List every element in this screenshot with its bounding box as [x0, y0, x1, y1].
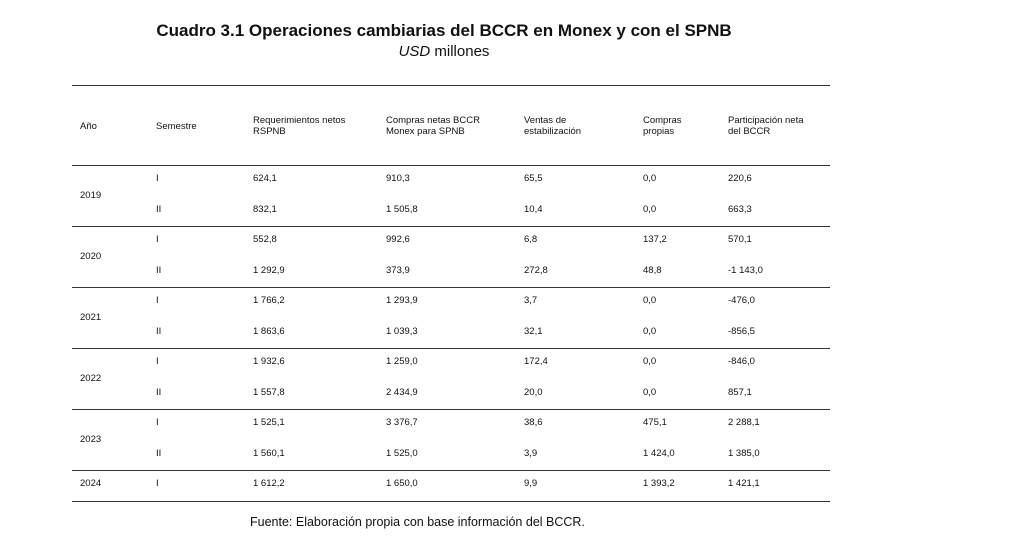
cell-semester: I — [156, 356, 159, 367]
cell-semester: I — [156, 417, 159, 428]
cell-net-participation: 2 288,1 — [728, 417, 760, 428]
header-net-purchases-line1: Compras netas BCCR — [386, 115, 480, 126]
cell-stabilization-sales: 3,9 — [524, 447, 538, 459]
cell-net-participation: -476,0 — [728, 295, 755, 306]
cell-stabilization-sales: 32,1 — [524, 325, 543, 337]
cell-year: 2023 — [80, 434, 102, 445]
cell-own-purchases: 0,0 — [643, 386, 657, 398]
cell-requirements: 552,8 — [253, 234, 277, 245]
header-net-participation-line2: del BCCR — [728, 126, 771, 137]
cell-net-participation: 220,6 — [728, 173, 752, 184]
cell-own-purchases: 0,0 — [643, 295, 657, 306]
header-semester: Semestre — [156, 121, 197, 132]
header-bottom-rule — [72, 165, 830, 166]
header-net-participation — [728, 115, 827, 137]
cell-requirements: 1 863,6 — [253, 325, 285, 337]
cell-stabilization-sales: 9,9 — [524, 478, 538, 489]
cell-requirements: 1 932,6 — [253, 356, 285, 367]
cell-year: 2021 — [80, 312, 102, 323]
cell-stabilization-sales: 65,5 — [524, 173, 543, 184]
cell-stabilization-sales: 38,6 — [524, 417, 543, 428]
cell-year: 2020 — [80, 251, 102, 262]
cell-semester: I — [156, 478, 159, 489]
cell-net-participation: 857,1 — [728, 386, 752, 398]
cell-semester: II — [156, 203, 162, 215]
cell-semester: II — [156, 264, 162, 276]
cell-net-purchases: 1 650,0 — [386, 478, 418, 489]
cell-requirements: 1 560,1 — [253, 447, 285, 459]
cell-own-purchases: 137,2 — [643, 234, 667, 245]
cell-stabilization-sales: 3,7 — [524, 295, 538, 306]
header-net-purchases-line2: Monex para SPNB — [386, 126, 465, 137]
header-own-purchases-line1: Compras — [643, 115, 682, 126]
header-stabilization-sales-line2: estabilización — [524, 126, 582, 137]
cell-net-purchases: 3 376,7 — [386, 417, 418, 428]
subtitle-unit: USD — [398, 43, 431, 60]
cell-requirements: 1 612,2 — [253, 478, 285, 489]
header-own-purchases-line2: propias — [643, 126, 675, 137]
cell-net-participation: -846,0 — [728, 356, 755, 367]
cell-own-purchases: 0,0 — [643, 203, 657, 215]
cell-semester: I — [156, 173, 159, 184]
cell-own-purchases: 475,1 — [643, 417, 667, 428]
cell-year: 2024 — [80, 478, 102, 489]
group-separator-rule — [72, 409, 830, 410]
cell-net-purchases: 1 259,0 — [386, 356, 418, 367]
cell-requirements: 832,1 — [253, 203, 277, 215]
cell-net-participation: 1 421,1 — [728, 478, 760, 489]
cell-net-purchases: 1 525,0 — [386, 447, 418, 459]
cell-stabilization-sales: 272,8 — [524, 264, 548, 276]
cell-net-participation: -856,5 — [728, 325, 755, 337]
cell-semester: II — [156, 386, 162, 398]
cell-net-participation: 663,3 — [728, 203, 752, 215]
table-subtitle — [0, 42, 888, 62]
cell-net-purchases: 910,3 — [386, 173, 410, 184]
cell-requirements: 1 766,2 — [253, 295, 285, 306]
cell-year: 2022 — [80, 373, 102, 384]
group-separator-rule — [72, 501, 830, 502]
cell-stabilization-sales: 6,8 — [524, 234, 538, 245]
header-net-participation-line1: Participación neta — [728, 115, 804, 126]
header-own-purchases — [643, 115, 703, 137]
cell-semester: I — [156, 295, 159, 306]
table-footnote: Fuente: Elaboración propia con base información del BCCR. — [250, 515, 585, 529]
subtitle-scale: millones — [430, 43, 490, 60]
cell-semester: II — [156, 325, 162, 337]
cell-net-purchases: 373,9 — [386, 264, 410, 276]
cell-requirements: 1 292,9 — [253, 264, 285, 276]
cell-requirements: 1 557,8 — [253, 386, 285, 398]
cell-net-purchases: 1 293,9 — [386, 295, 418, 306]
cell-stabilization-sales: 172,4 — [524, 356, 548, 367]
header-stabilization-sales — [524, 115, 633, 137]
cell-net-purchases: 992,6 — [386, 234, 410, 245]
header-requirements-line2: RSPNB — [253, 126, 286, 137]
cell-own-purchases: 1 393,2 — [643, 478, 675, 489]
cell-net-purchases: 2 434,9 — [386, 386, 418, 398]
cell-requirements: 1 525,1 — [253, 417, 285, 428]
group-separator-rule — [72, 226, 830, 227]
cell-semester: I — [156, 234, 159, 245]
cell-own-purchases: 48,8 — [643, 264, 662, 276]
cell-own-purchases: 0,0 — [643, 173, 657, 184]
header-requirements — [253, 115, 380, 137]
group-separator-rule — [72, 470, 830, 471]
cell-net-participation: 570,1 — [728, 234, 752, 245]
group-separator-rule — [72, 287, 830, 288]
header-year: Año — [80, 121, 97, 132]
cell-net-purchases: 1 505,8 — [386, 203, 418, 215]
cell-net-participation: 1 385,0 — [728, 447, 760, 459]
header-stabilization-sales-line1: Ventas de — [524, 115, 567, 126]
table-title: Cuadro 3.1 Operaciones cambiarias del BCCR en Monex y con el SPNB — [156, 21, 732, 40]
cell-requirements: 624,1 — [253, 173, 277, 184]
cell-stabilization-sales: 10,4 — [524, 203, 543, 215]
cell-own-purchases: 0,0 — [643, 325, 657, 337]
cell-year: 2019 — [80, 190, 102, 201]
group-separator-rule — [72, 348, 830, 349]
cell-semester: II — [156, 447, 162, 459]
header-net-purchases — [386, 115, 512, 137]
table-top-rule — [72, 85, 830, 86]
cell-own-purchases: 1 424,0 — [643, 447, 675, 459]
cell-own-purchases: 0,0 — [643, 356, 657, 367]
header-requirements-line1: Requerimientos netos — [253, 115, 346, 126]
cell-net-participation: -1 143,0 — [728, 264, 763, 276]
cell-stabilization-sales: 20,0 — [524, 386, 543, 398]
cell-net-purchases: 1 039,3 — [386, 325, 418, 337]
